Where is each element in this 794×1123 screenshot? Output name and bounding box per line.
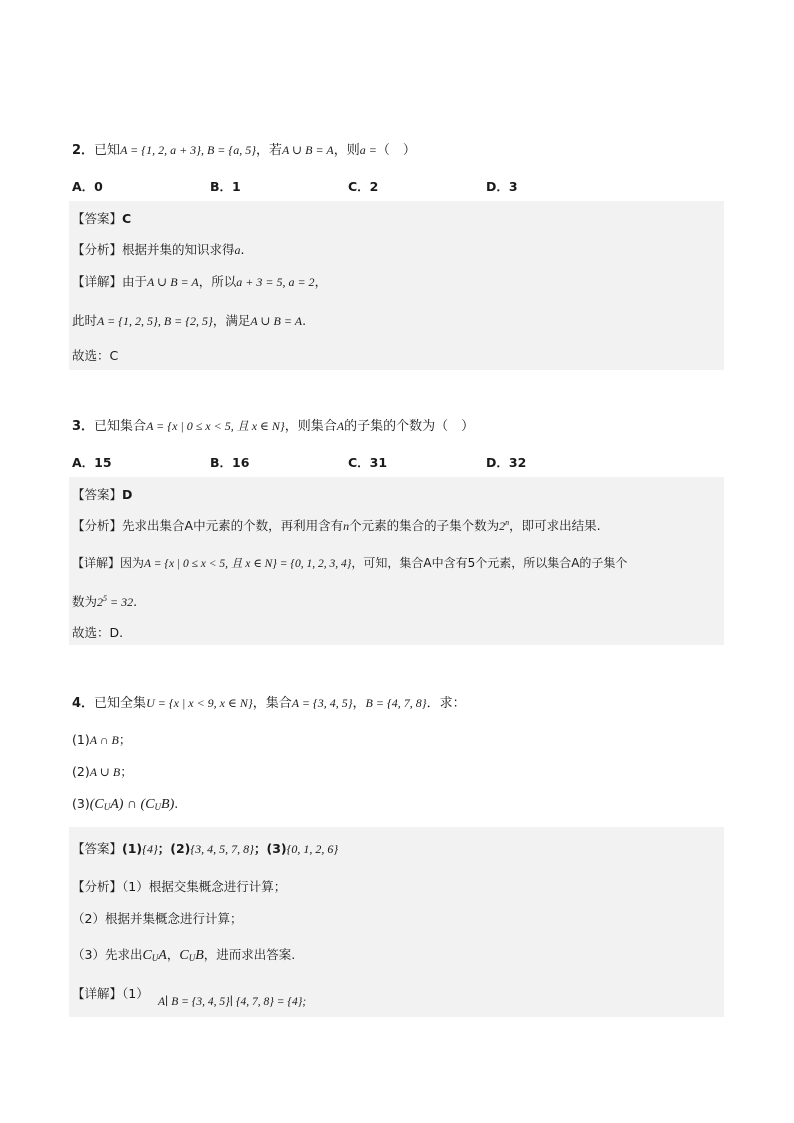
detail-math: A ∪ B = A	[147, 275, 199, 289]
detail-text: ，所以	[198, 274, 237, 289]
analysis-text: （3）先求出	[72, 947, 143, 962]
q4-part1	[72, 730, 131, 748]
detail-text: ，满足	[212, 313, 251, 328]
q2-stem-text: ，若	[256, 143, 283, 158]
q2-option-d: D．3	[486, 179, 518, 194]
q3-stem-text: 的子集的个数为（ ）	[344, 419, 475, 434]
answer-math: {0, 1, 2, 6}	[286, 842, 339, 856]
q4-number: 4．	[72, 696, 95, 711]
detail-math: 2	[97, 595, 104, 609]
part-math: A) ∩ (C	[110, 797, 155, 812]
detail-math: A∣ B = {3, 4, 5}∣ {4, 7, 8} = {4}	[158, 996, 303, 1008]
analysis-end: .	[240, 242, 245, 257]
q4-stem-math1: U = {x | x < 9, x ∈ N}	[146, 696, 253, 710]
analysis-sub: U	[151, 953, 159, 963]
q4-detail	[72, 984, 149, 1002]
detail-math: A = {1, 2, 5}, B = {2, 5}	[97, 314, 213, 328]
analysis-label: 【分析】	[72, 879, 123, 894]
analysis-text: ，即可求出结果.	[509, 518, 601, 533]
q4-part2	[72, 762, 133, 780]
q2-detail	[72, 272, 327, 290]
detail-label: 【详解】	[72, 986, 123, 1001]
part-end: ；	[118, 732, 132, 747]
analysis-text: 根据并集的知识求得	[122, 242, 235, 257]
q3-analysis	[72, 516, 601, 534]
answer-value: C	[122, 211, 132, 226]
q4-stem-math3: B = {4, 7, 8}	[365, 696, 427, 710]
analysis-sup: n	[505, 518, 510, 527]
q2-number: 2．	[72, 143, 95, 158]
part-math: (C	[89, 797, 104, 812]
detail-label: 【详解】	[72, 556, 121, 570]
q3-option-a: A．15	[72, 455, 112, 470]
analysis-text: （1）根据交集概念进行计算；	[122, 879, 287, 894]
detail-text: 数为	[72, 594, 98, 609]
analysis-math: C	[179, 948, 189, 963]
detail-text: 由于	[122, 274, 148, 289]
q3-choice: 故选：D.	[72, 625, 124, 640]
q2-answer	[72, 209, 131, 227]
part-math: A ∩ B	[89, 733, 119, 747]
part-math: B)	[161, 797, 175, 812]
q4-stem-text: ．求：	[426, 696, 466, 711]
detail-math: A ∪ B = A	[250, 314, 303, 328]
analysis-sub: U	[188, 953, 196, 963]
q3-detail	[72, 554, 627, 571]
q2-stem-text: ，则	[333, 143, 360, 158]
part-sub: U	[154, 802, 162, 812]
detail-text: .	[133, 594, 138, 609]
q3-stem-text: 已知集合	[94, 419, 147, 434]
q3-answer	[72, 485, 132, 503]
q2-option-a: A．0	[72, 179, 103, 194]
q3-option-b: B．16	[210, 455, 250, 470]
analysis-label: 【分析】	[72, 518, 123, 533]
q2-detail-line2	[72, 311, 306, 329]
analysis-math: 2	[499, 519, 506, 533]
q4-stem-math2: A = {3, 4, 5}	[291, 696, 353, 710]
analysis-math: a	[234, 243, 241, 257]
q4-stem-text: ，	[352, 696, 366, 711]
q4-answer	[72, 839, 338, 857]
detail-text: 因为	[120, 556, 145, 570]
q3-option-d: D．32	[486, 455, 527, 470]
q2-stem-math1: A = {1, 2, a + 3}, B = {a, 5}	[120, 143, 256, 157]
detail-part: （1）	[122, 986, 149, 1001]
q3-stem-text: ，则集合	[284, 419, 337, 434]
part-math: A ∪ B	[89, 765, 121, 779]
analysis-text: 先求出集合A中元素的个数，再利用含有	[122, 518, 344, 533]
detail-text: ，	[314, 274, 328, 289]
part-label: (3)	[72, 796, 90, 811]
q2-choice: 故选：C	[72, 348, 119, 363]
answer-label: 【答案】	[72, 841, 123, 856]
q2-stem-math2: A ∪ B = A	[282, 143, 334, 157]
q2-option-b: B．1	[210, 179, 241, 194]
q3-stem	[72, 415, 474, 434]
part-label: (1)	[72, 732, 90, 747]
analysis-text: ，	[166, 947, 180, 962]
detail-end: ;	[302, 996, 307, 1008]
analysis-math: n	[343, 519, 350, 533]
q4-part3	[72, 796, 178, 813]
q3-number: 3．	[72, 419, 95, 434]
q3-detail-line2	[72, 592, 137, 610]
detail-text: ，可知，集合A中含有5个元素，所以集合A的子集个	[351, 556, 628, 570]
detail-text: 此时	[72, 313, 98, 328]
q2-stem-text: （ ）	[376, 143, 416, 158]
answer-part: ；(2)	[157, 841, 191, 856]
detail-math: = 32	[107, 595, 134, 609]
answer-part: (1)	[122, 841, 143, 856]
q4-analysis	[72, 877, 286, 895]
answer-math: {4}	[142, 842, 158, 856]
analysis-label: 【分析】	[72, 242, 123, 257]
analysis-math: A	[158, 948, 167, 963]
q2-stem	[72, 139, 416, 158]
q2-option-c: C．2	[348, 179, 379, 194]
detail-text: .	[302, 313, 307, 328]
part-end: ；	[120, 764, 133, 779]
detail-math: A = {x | 0 ≤ x < 5, 且 x ∈ N} = {0, 1, 2, 3, 4}	[144, 558, 352, 570]
detail-math: a + 3 = 5, a = 2	[236, 275, 315, 289]
q2-analysis	[72, 240, 245, 258]
q4-stem	[72, 692, 466, 711]
analysis-text: ，进而求出答案.	[203, 947, 296, 962]
analysis-text: 个元素的集合的子集个数为	[349, 518, 500, 533]
q3-option-c: C．31	[348, 455, 388, 470]
part-end: .	[174, 796, 179, 811]
answer-label: 【答案】	[72, 211, 123, 226]
analysis-math: C	[142, 948, 152, 963]
q4-detail-math	[158, 994, 306, 1008]
analysis-math: B	[195, 948, 204, 963]
answer-math: {3, 4, 5, 7, 8}	[190, 842, 254, 856]
q4-analysis-line2: （2）根据并集概念进行计算；	[72, 911, 243, 926]
detail-sup: 5	[103, 594, 108, 603]
q4-stem-text: ，集合	[252, 696, 292, 711]
answer-label: 【答案】	[72, 487, 123, 502]
q2-stem-math3: a =	[359, 143, 377, 157]
q4-analysis-line3	[72, 945, 295, 964]
q4-stem-text: 已知全集	[94, 696, 147, 711]
part-sub: U	[103, 802, 111, 812]
q3-stem-math2: A	[336, 419, 345, 433]
q2-stem-text: 已知	[94, 143, 121, 158]
part-label: (2)	[72, 764, 90, 779]
q3-stem-math1: A = {x | 0 ≤ x < 5, 且 x ∈ N}	[146, 419, 285, 433]
answer-part: ；(3)	[253, 841, 287, 856]
detail-label: 【详解】	[72, 274, 123, 289]
answer-value: D	[122, 487, 133, 502]
